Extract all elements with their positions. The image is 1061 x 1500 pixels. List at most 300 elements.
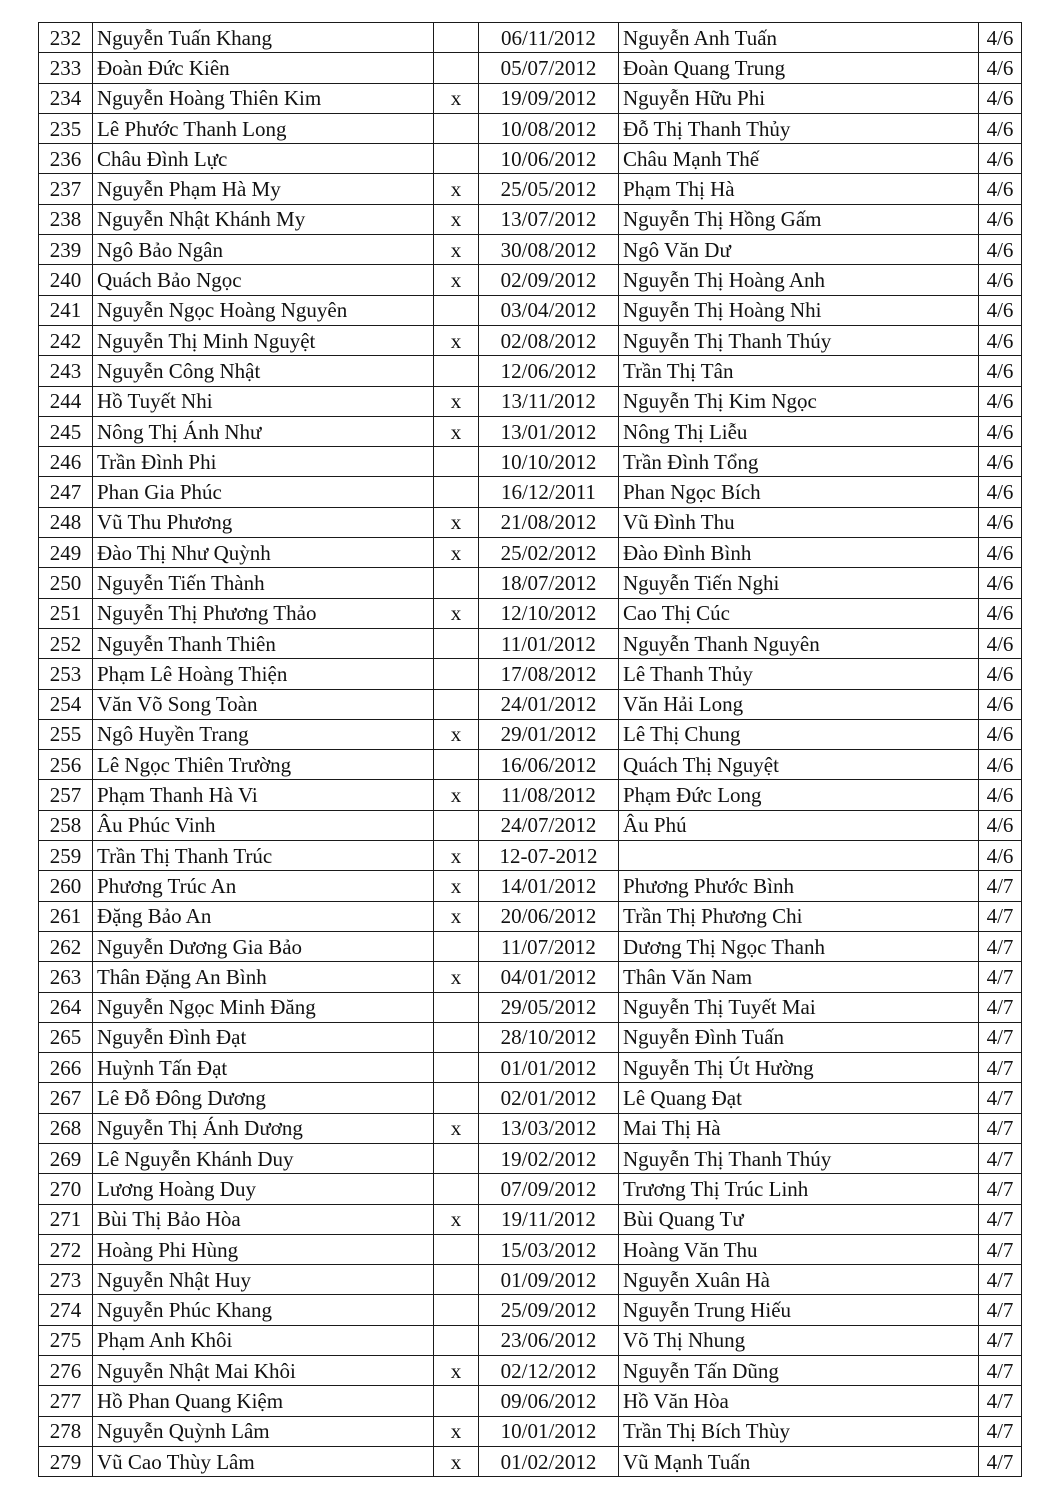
birth-date-cell: 25/09/2012 (479, 1295, 619, 1325)
parent-name-cell: Đỗ Thị Thanh Thủy (619, 113, 979, 143)
female-mark-cell (434, 1083, 479, 1113)
birth-date-cell: 16/06/2012 (479, 750, 619, 780)
birth-date-cell: 24/01/2012 (479, 689, 619, 719)
student-name-cell: Nguyễn Tuấn Khang (93, 23, 434, 53)
row-number-cell: 262 (39, 931, 93, 961)
row-number-cell: 253 (39, 659, 93, 689)
class-cell: 4/7 (979, 1204, 1022, 1234)
student-name-cell: Nguyễn Thị Ánh Dương (93, 1113, 434, 1143)
class-cell: 4/6 (979, 144, 1022, 174)
class-cell: 4/6 (979, 295, 1022, 325)
class-cell: 4/6 (979, 598, 1022, 628)
birth-date-cell: 18/07/2012 (479, 568, 619, 598)
student-name-cell: Nguyễn Tiến Thành (93, 568, 434, 598)
parent-name-cell (619, 841, 979, 871)
class-cell: 4/6 (979, 325, 1022, 355)
row-number-cell: 240 (39, 265, 93, 295)
student-name-cell: Lê Ngọc Thiên Trường (93, 750, 434, 780)
table-row (39, 719, 1022, 749)
female-mark-cell (434, 1143, 479, 1173)
female-mark-cell: x (434, 1113, 479, 1143)
table-row (39, 1053, 1022, 1083)
female-mark-cell (434, 992, 479, 1022)
row-number-cell: 267 (39, 1083, 93, 1113)
parent-name-cell: Võ Thị Nhung (619, 1325, 979, 1355)
parent-name-cell: Phương Phước Bình (619, 871, 979, 901)
class-cell: 4/7 (979, 1295, 1022, 1325)
table-row (39, 113, 1022, 143)
birth-date-cell: 24/07/2012 (479, 810, 619, 840)
row-number-cell: 232 (39, 23, 93, 53)
class-cell: 4/6 (979, 204, 1022, 234)
female-mark-cell: x (434, 235, 479, 265)
row-number-cell: 248 (39, 507, 93, 537)
class-cell: 4/7 (979, 871, 1022, 901)
female-mark-cell: x (434, 204, 479, 234)
row-number-cell: 263 (39, 962, 93, 992)
row-number-cell: 245 (39, 416, 93, 446)
birth-date-cell: 12/06/2012 (479, 356, 619, 386)
female-mark-cell (434, 1234, 479, 1264)
student-name-cell: Hoàng Phi Hùng (93, 1234, 434, 1264)
parent-name-cell: Nguyễn Thị Hoàng Nhi (619, 295, 979, 325)
row-number-cell: 256 (39, 750, 93, 780)
table-row (39, 689, 1022, 719)
row-number-cell: 275 (39, 1325, 93, 1355)
student-name-cell: Phạm Thanh Hà Vi (93, 780, 434, 810)
birth-date-cell: 01/09/2012 (479, 1265, 619, 1295)
birth-date-cell: 28/10/2012 (479, 1022, 619, 1052)
birth-date-cell: 15/03/2012 (479, 1234, 619, 1264)
student-name-cell: Ngô Huyền Trang (93, 719, 434, 749)
student-name-cell: Nguyễn Phúc Khang (93, 1295, 434, 1325)
table-row (39, 1204, 1022, 1234)
class-cell: 4/6 (979, 689, 1022, 719)
table-row (39, 356, 1022, 386)
class-cell: 4/7 (979, 1416, 1022, 1446)
class-cell: 4/7 (979, 931, 1022, 961)
table-row (39, 295, 1022, 325)
row-number-cell: 252 (39, 628, 93, 658)
student-name-cell: Nguyễn Dương Gia Bảo (93, 931, 434, 961)
student-name-cell: Nguyễn Phạm Hà My (93, 174, 434, 204)
parent-name-cell: Nguyễn Đình Tuấn (619, 1022, 979, 1052)
class-cell: 4/6 (979, 810, 1022, 840)
birth-date-cell: 05/07/2012 (479, 53, 619, 83)
class-cell: 4/6 (979, 386, 1022, 416)
birth-date-cell: 04/01/2012 (479, 962, 619, 992)
female-mark-cell (434, 931, 479, 961)
parent-name-cell: Hồ Văn Hòa (619, 1386, 979, 1416)
birth-date-cell: 02/08/2012 (479, 325, 619, 355)
parent-name-cell: Vũ Mạnh Tuấn (619, 1446, 979, 1476)
birth-date-cell: 01/01/2012 (479, 1053, 619, 1083)
class-cell: 4/6 (979, 719, 1022, 749)
student-name-cell: Phan Gia Phúc (93, 477, 434, 507)
female-mark-cell (434, 295, 479, 325)
birth-date-cell: 16/12/2011 (479, 477, 619, 507)
table-row (39, 325, 1022, 355)
class-cell: 4/6 (979, 83, 1022, 113)
class-cell: 4/6 (979, 447, 1022, 477)
female-mark-cell (434, 1386, 479, 1416)
parent-name-cell: Thân Văn Nam (619, 962, 979, 992)
class-cell: 4/7 (979, 1053, 1022, 1083)
student-name-cell: Đặng Bảo An (93, 901, 434, 931)
birth-date-cell: 10/01/2012 (479, 1416, 619, 1446)
class-cell: 4/7 (979, 992, 1022, 1022)
class-cell: 4/7 (979, 1386, 1022, 1416)
birth-date-cell: 11/01/2012 (479, 628, 619, 658)
class-cell: 4/6 (979, 659, 1022, 689)
table-row (39, 931, 1022, 961)
class-cell: 4/7 (979, 1446, 1022, 1476)
female-mark-cell: x (434, 325, 479, 355)
row-number-cell: 233 (39, 53, 93, 83)
parent-name-cell: Âu Phú (619, 810, 979, 840)
female-mark-cell (434, 356, 479, 386)
row-number-cell: 246 (39, 447, 93, 477)
table-row (39, 1083, 1022, 1113)
row-number-cell: 271 (39, 1204, 93, 1234)
row-number-cell: 239 (39, 235, 93, 265)
row-number-cell: 236 (39, 144, 93, 174)
birth-date-cell: 29/01/2012 (479, 719, 619, 749)
female-mark-cell: x (434, 1204, 479, 1234)
row-number-cell: 259 (39, 841, 93, 871)
birth-date-cell: 02/09/2012 (479, 265, 619, 295)
birth-date-cell: 02/12/2012 (479, 1356, 619, 1386)
table-row (39, 598, 1022, 628)
student-name-cell: Vũ Cao Thùy Lâm (93, 1446, 434, 1476)
class-cell: 4/7 (979, 1083, 1022, 1113)
class-cell: 4/7 (979, 1022, 1022, 1052)
student-name-cell: Lương Hoàng Duy (93, 1174, 434, 1204)
parent-name-cell: Nguyễn Thị Thanh Thúy (619, 325, 979, 355)
student-name-cell: Vũ Thu Phương (93, 507, 434, 537)
birth-date-cell: 13/03/2012 (479, 1113, 619, 1143)
parent-name-cell: Nguyễn Thị Út Hường (619, 1053, 979, 1083)
row-number-cell: 237 (39, 174, 93, 204)
female-mark-cell (434, 477, 479, 507)
table-row (39, 1143, 1022, 1173)
class-cell: 4/6 (979, 750, 1022, 780)
table-row (39, 1386, 1022, 1416)
parent-name-cell: Nguyễn Xuân Hà (619, 1265, 979, 1295)
female-mark-cell: x (434, 386, 479, 416)
row-number-cell: 279 (39, 1446, 93, 1476)
table-row (39, 1446, 1022, 1476)
birth-date-cell: 19/11/2012 (479, 1204, 619, 1234)
birth-date-cell: 12/10/2012 (479, 598, 619, 628)
student-name-cell: Nguyễn Thanh Thiên (93, 628, 434, 658)
parent-name-cell: Trần Thị Bích Thùy (619, 1416, 979, 1446)
student-name-cell: Lê Nguyễn Khánh Duy (93, 1143, 434, 1173)
parent-name-cell: Nguyễn Tiến Nghi (619, 568, 979, 598)
table-row (39, 144, 1022, 174)
birth-date-cell: 10/10/2012 (479, 447, 619, 477)
parent-name-cell: Bùi Quang Tư (619, 1204, 979, 1234)
row-number-cell: 244 (39, 386, 93, 416)
row-number-cell: 241 (39, 295, 93, 325)
row-number-cell: 265 (39, 1022, 93, 1052)
female-mark-cell: x (434, 265, 479, 295)
parent-name-cell: Đoàn Quang Trung (619, 53, 979, 83)
parent-name-cell: Nguyễn Thị Tuyết Mai (619, 992, 979, 1022)
student-name-cell: Hồ Tuyết Nhi (93, 386, 434, 416)
class-cell: 4/7 (979, 1234, 1022, 1264)
row-number-cell: 268 (39, 1113, 93, 1143)
birth-date-cell: 20/06/2012 (479, 901, 619, 931)
table-row (39, 1356, 1022, 1386)
student-name-cell: Châu Đình Lực (93, 144, 434, 174)
female-mark-cell: x (434, 1446, 479, 1476)
birth-date-cell: 21/08/2012 (479, 507, 619, 537)
row-number-cell: 247 (39, 477, 93, 507)
birth-date-cell: 02/01/2012 (479, 1083, 619, 1113)
parent-name-cell: Nguyễn Tấn Dũng (619, 1356, 979, 1386)
table-row (39, 1113, 1022, 1143)
table-row (39, 659, 1022, 689)
parent-name-cell: Nguyễn Thị Thanh Thúy (619, 1143, 979, 1173)
row-number-cell: 264 (39, 992, 93, 1022)
table-body (39, 23, 1022, 1477)
student-name-cell: Nguyễn Công Nhật (93, 356, 434, 386)
row-number-cell: 276 (39, 1356, 93, 1386)
female-mark-cell: x (434, 841, 479, 871)
parent-name-cell: Lê Thanh Thủy (619, 659, 979, 689)
table-row (39, 841, 1022, 871)
female-mark-cell (434, 113, 479, 143)
birth-date-cell: 01/02/2012 (479, 1446, 619, 1476)
parent-name-cell: Hoàng Văn Thu (619, 1234, 979, 1264)
female-mark-cell: x (434, 780, 479, 810)
parent-name-cell: Trương Thị Trúc Linh (619, 1174, 979, 1204)
row-number-cell: 273 (39, 1265, 93, 1295)
birth-date-cell: 19/09/2012 (479, 83, 619, 113)
class-cell: 4/6 (979, 780, 1022, 810)
student-name-cell: Nguyễn Đình Đạt (93, 1022, 434, 1052)
table-row (39, 235, 1022, 265)
student-name-cell: Nguyễn Thị Minh Nguyệt (93, 325, 434, 355)
female-mark-cell (434, 689, 479, 719)
female-mark-cell (434, 447, 479, 477)
birth-date-cell: 09/06/2012 (479, 1386, 619, 1416)
table-row (39, 1416, 1022, 1446)
class-cell: 4/6 (979, 628, 1022, 658)
birth-date-cell: 25/02/2012 (479, 538, 619, 568)
birth-date-cell: 11/07/2012 (479, 931, 619, 961)
row-number-cell: 272 (39, 1234, 93, 1264)
row-number-cell: 274 (39, 1295, 93, 1325)
table-row (39, 901, 1022, 931)
class-cell: 4/6 (979, 841, 1022, 871)
class-cell: 4/7 (979, 1174, 1022, 1204)
student-name-cell: Nguyễn Nhật Mai Khôi (93, 1356, 434, 1386)
student-name-cell: Nguyễn Nhật Huy (93, 1265, 434, 1295)
birth-date-cell: 23/06/2012 (479, 1325, 619, 1355)
parent-name-cell: Vũ Đình Thu (619, 507, 979, 537)
female-mark-cell (434, 1053, 479, 1083)
parent-name-cell: Cao Thị Cúc (619, 598, 979, 628)
parent-name-cell: Đào Đình Bình (619, 538, 979, 568)
student-name-cell: Lê Phước Thanh Long (93, 113, 434, 143)
birth-date-cell: 13/01/2012 (479, 416, 619, 446)
table-row (39, 204, 1022, 234)
birth-date-cell: 30/08/2012 (479, 235, 619, 265)
birth-date-cell: 06/11/2012 (479, 23, 619, 53)
table-row (39, 992, 1022, 1022)
female-mark-cell: x (434, 1416, 479, 1446)
table-row (39, 447, 1022, 477)
student-name-cell: Phạm Anh Khôi (93, 1325, 434, 1355)
female-mark-cell (434, 659, 479, 689)
row-number-cell: 242 (39, 325, 93, 355)
female-mark-cell: x (434, 507, 479, 537)
birth-date-cell: 19/02/2012 (479, 1143, 619, 1173)
class-cell: 4/7 (979, 1356, 1022, 1386)
table-row (39, 386, 1022, 416)
student-name-cell: Âu Phúc Vinh (93, 810, 434, 840)
table-row (39, 810, 1022, 840)
parent-name-cell: Nguyễn Thị Hồng Gấm (619, 204, 979, 234)
class-cell: 4/6 (979, 356, 1022, 386)
female-mark-cell (434, 1265, 479, 1295)
table-row (39, 750, 1022, 780)
female-mark-cell (434, 23, 479, 53)
row-number-cell: 234 (39, 83, 93, 113)
table-row (39, 507, 1022, 537)
row-number-cell: 250 (39, 568, 93, 598)
row-number-cell: 278 (39, 1416, 93, 1446)
female-mark-cell (434, 1174, 479, 1204)
student-name-cell: Nguyễn Hoàng Thiên Kim (93, 83, 434, 113)
class-cell: 4/7 (979, 1265, 1022, 1295)
student-list-table (38, 22, 1022, 1477)
parent-name-cell: Quách Thị Nguyệt (619, 750, 979, 780)
student-name-cell: Đoàn Đức Kiên (93, 53, 434, 83)
table-row (39, 1234, 1022, 1264)
table-row (39, 53, 1022, 83)
parent-name-cell: Lê Quang Đạt (619, 1083, 979, 1113)
female-mark-cell (434, 1022, 479, 1052)
class-cell: 4/6 (979, 174, 1022, 204)
female-mark-cell: x (434, 174, 479, 204)
student-name-cell: Nông Thị Ánh Như (93, 416, 434, 446)
row-number-cell: 243 (39, 356, 93, 386)
row-number-cell: 266 (39, 1053, 93, 1083)
birth-date-cell: 11/08/2012 (479, 780, 619, 810)
student-name-cell: Quách Bảo Ngọc (93, 265, 434, 295)
row-number-cell: 238 (39, 204, 93, 234)
table-row (39, 538, 1022, 568)
female-mark-cell (434, 144, 479, 174)
female-mark-cell: x (434, 538, 479, 568)
table-row (39, 962, 1022, 992)
parent-name-cell: Nguyễn Thị Kim Ngọc (619, 386, 979, 416)
student-name-cell: Nguyễn Ngọc Minh Đăng (93, 992, 434, 1022)
class-cell: 4/7 (979, 962, 1022, 992)
birth-date-cell: 12-07-2012 (479, 841, 619, 871)
female-mark-cell: x (434, 598, 479, 628)
parent-name-cell: Trần Thị Tân (619, 356, 979, 386)
parent-name-cell: Nguyễn Hữu Phi (619, 83, 979, 113)
row-number-cell: 270 (39, 1174, 93, 1204)
class-cell: 4/7 (979, 1113, 1022, 1143)
table-row (39, 628, 1022, 658)
row-number-cell: 261 (39, 901, 93, 931)
female-mark-cell: x (434, 901, 479, 931)
female-mark-cell: x (434, 871, 479, 901)
parent-name-cell: Trần Thị Phương Chi (619, 901, 979, 931)
student-name-cell: Phạm Lê Hoàng Thiện (93, 659, 434, 689)
student-name-cell: Thân Đặng An Bình (93, 962, 434, 992)
class-cell: 4/6 (979, 477, 1022, 507)
class-cell: 4/6 (979, 235, 1022, 265)
parent-name-cell: Nguyễn Thị Hoàng Anh (619, 265, 979, 295)
parent-name-cell: Nguyễn Trung Hiếu (619, 1295, 979, 1325)
female-mark-cell (434, 1295, 479, 1325)
class-cell: 4/6 (979, 53, 1022, 83)
table-row (39, 23, 1022, 53)
class-cell: 4/6 (979, 568, 1022, 598)
student-name-cell: Ngô Bảo Ngân (93, 235, 434, 265)
table-row (39, 1325, 1022, 1355)
student-name-cell: Nguyễn Thị Phương Thảo (93, 598, 434, 628)
female-mark-cell: x (434, 416, 479, 446)
birth-date-cell: 10/08/2012 (479, 113, 619, 143)
row-number-cell: 269 (39, 1143, 93, 1173)
table-row (39, 1265, 1022, 1295)
table-row (39, 416, 1022, 446)
row-number-cell: 255 (39, 719, 93, 749)
female-mark-cell (434, 810, 479, 840)
class-cell: 4/7 (979, 1325, 1022, 1355)
student-name-cell: Phương Trúc An (93, 871, 434, 901)
female-mark-cell (434, 568, 479, 598)
female-mark-cell (434, 53, 479, 83)
row-number-cell: 249 (39, 538, 93, 568)
birth-date-cell: 13/11/2012 (479, 386, 619, 416)
table-row (39, 477, 1022, 507)
row-number-cell: 277 (39, 1386, 93, 1416)
table-row (39, 1022, 1022, 1052)
birth-date-cell: 13/07/2012 (479, 204, 619, 234)
female-mark-cell: x (434, 719, 479, 749)
row-number-cell: 235 (39, 113, 93, 143)
row-number-cell: 257 (39, 780, 93, 810)
parent-name-cell: Văn Hải Long (619, 689, 979, 719)
parent-name-cell: Phạm Thị Hà (619, 174, 979, 204)
table-row (39, 265, 1022, 295)
female-mark-cell (434, 750, 479, 780)
table-row (39, 174, 1022, 204)
class-cell: 4/7 (979, 1143, 1022, 1173)
class-cell: 4/7 (979, 901, 1022, 931)
birth-date-cell: 07/09/2012 (479, 1174, 619, 1204)
birth-date-cell: 29/05/2012 (479, 992, 619, 1022)
birth-date-cell: 10/06/2012 (479, 144, 619, 174)
row-number-cell: 251 (39, 598, 93, 628)
student-name-cell: Trần Đình Phi (93, 447, 434, 477)
table-row (39, 871, 1022, 901)
female-mark-cell: x (434, 962, 479, 992)
student-name-cell: Văn Võ Song Toàn (93, 689, 434, 719)
birth-date-cell: 14/01/2012 (479, 871, 619, 901)
student-name-cell: Nguyễn Quỳnh Lâm (93, 1416, 434, 1446)
table-row (39, 568, 1022, 598)
female-mark-cell (434, 628, 479, 658)
